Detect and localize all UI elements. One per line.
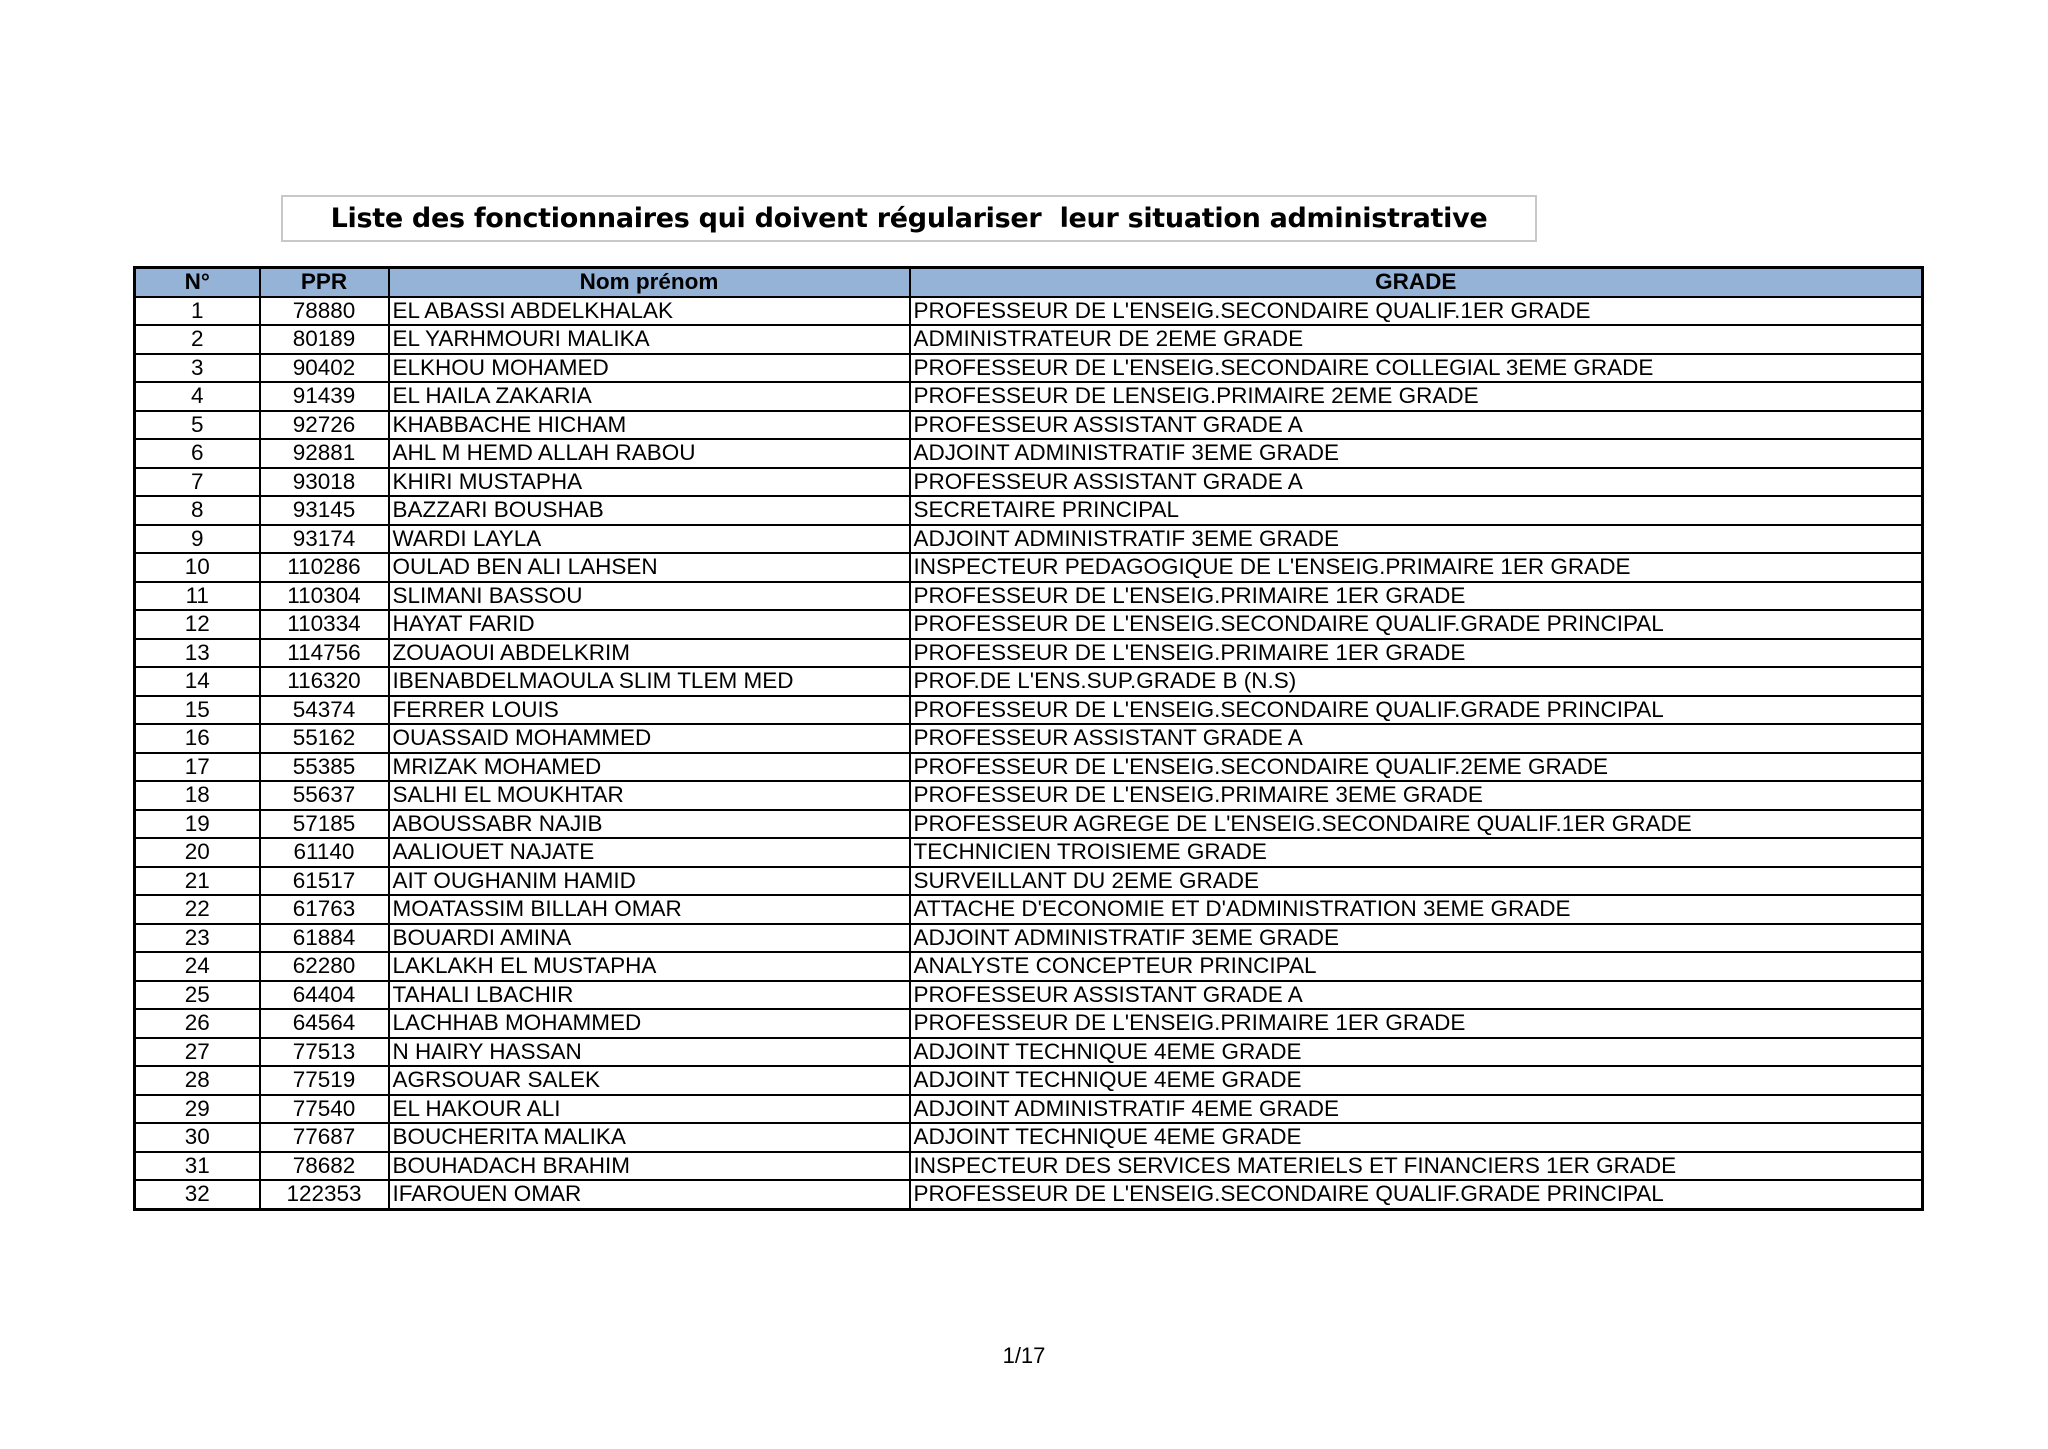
cell-full-name: IBENABDELMAOULA SLIM TLEM MED <box>389 667 910 696</box>
cell-grade: PROFESSEUR DE L'ENSEIG.SECONDAIRE QUALIF.GRADE PRINCIPAL <box>910 610 1923 639</box>
cell-full-name: ELKHOU MOHAMED <box>389 354 910 383</box>
cell-ppr: 55385 <box>260 753 389 782</box>
table-row <box>135 582 1923 611</box>
cell-row-number: 4 <box>135 382 260 411</box>
cell-grade: ATTACHE D'ECONOMIE ET D'ADMINISTRATION 3EME GRADE <box>910 895 1923 924</box>
cell-full-name: IFAROUEN OMAR <box>389 1180 910 1209</box>
document-title: Liste des fonctionnaires qui doivent régulariser leur situation administrative <box>330 203 1488 234</box>
cell-ppr: 114756 <box>260 639 389 668</box>
cell-ppr: 64404 <box>260 981 389 1010</box>
cell-full-name: FERRER LOUIS <box>389 696 910 725</box>
cell-row-number: 13 <box>135 639 260 668</box>
cell-full-name: LAKLAKH EL MUSTAPHA <box>389 952 910 981</box>
cell-ppr: 64564 <box>260 1009 389 1038</box>
table-row <box>135 867 1923 896</box>
cell-row-number: 22 <box>135 895 260 924</box>
cell-row-number: 17 <box>135 753 260 782</box>
cell-ppr: 78880 <box>260 297 389 326</box>
cell-ppr: 61763 <box>260 895 389 924</box>
cell-grade: PROFESSEUR ASSISTANT GRADE A <box>910 411 1923 440</box>
cell-row-number: 10 <box>135 553 260 582</box>
table-row <box>135 468 1923 497</box>
cell-ppr: 55162 <box>260 724 389 753</box>
cell-grade: PROFESSEUR DE L'ENSEIG.SECONDAIRE QUALIF.1ER GRADE <box>910 297 1923 326</box>
cell-ppr: 110334 <box>260 610 389 639</box>
cell-grade: PROFESSEUR ASSISTANT GRADE A <box>910 468 1923 497</box>
cell-grade: PROFESSEUR DE L'ENSEIG.SECONDAIRE QUALIF.GRADE PRINCIPAL <box>910 1180 1923 1209</box>
cell-grade: ANALYSTE CONCEPTEUR PRINCIPAL <box>910 952 1923 981</box>
cell-ppr: 77687 <box>260 1123 389 1152</box>
cell-full-name: AALIOUET NAJATE <box>389 838 910 867</box>
table-row <box>135 1152 1923 1181</box>
cell-grade: ADJOINT TECHNIQUE 4EME GRADE <box>910 1038 1923 1067</box>
cell-grade: PROFESSEUR DE L'ENSEIG.SECONDAIRE QUALIF.GRADE PRINCIPAL <box>910 696 1923 725</box>
cell-ppr: 93018 <box>260 468 389 497</box>
cell-grade: ADJOINT ADMINISTRATIF 3EME GRADE <box>910 439 1923 468</box>
column-header-grade: GRADE <box>910 268 1923 297</box>
cell-full-name: ZOUAOUI ABDELKRIM <box>389 639 910 668</box>
cell-ppr: 77519 <box>260 1066 389 1095</box>
cell-grade: PROFESSEUR ASSISTANT GRADE A <box>910 981 1923 1010</box>
cell-grade: ADJOINT ADMINISTRATIF 3EME GRADE <box>910 525 1923 554</box>
table-body <box>135 297 1923 1210</box>
table-row <box>135 439 1923 468</box>
cell-row-number: 27 <box>135 1038 260 1067</box>
cell-row-number: 31 <box>135 1152 260 1181</box>
cell-ppr: 92726 <box>260 411 389 440</box>
table-row <box>135 1009 1923 1038</box>
table-row <box>135 553 1923 582</box>
cell-grade: PROFESSEUR AGREGE DE L'ENSEIG.SECONDAIRE QUALIF.1ER GRADE <box>910 810 1923 839</box>
table-row <box>135 354 1923 383</box>
cell-row-number: 9 <box>135 525 260 554</box>
table-row <box>135 981 1923 1010</box>
cell-ppr: 61140 <box>260 838 389 867</box>
cell-full-name: SLIMANI BASSOU <box>389 582 910 611</box>
cell-full-name: SALHI EL MOUKHTAR <box>389 781 910 810</box>
cell-grade: PROFESSEUR DE L'ENSEIG.SECONDAIRE COLLEGIAL 3EME GRADE <box>910 354 1923 383</box>
cell-row-number: 3 <box>135 354 260 383</box>
cell-ppr: 93174 <box>260 525 389 554</box>
cell-full-name: TAHALI LBACHIR <box>389 981 910 1010</box>
cell-row-number: 18 <box>135 781 260 810</box>
cell-grade: TECHNICIEN TROISIEME GRADE <box>910 838 1923 867</box>
page-number: 1/17 <box>1002 1343 1046 1368</box>
table-row <box>135 952 1923 981</box>
cell-full-name: EL HAKOUR ALI <box>389 1095 910 1124</box>
cell-full-name: AIT OUGHANIM HAMID <box>389 867 910 896</box>
cell-ppr: 77513 <box>260 1038 389 1067</box>
cell-full-name: KHIRI MUSTAPHA <box>389 468 910 497</box>
column-header-number: N° <box>135 268 260 297</box>
cell-grade: PROFESSEUR DE L'ENSEIG.PRIMAIRE 1ER GRADE <box>910 1009 1923 1038</box>
cell-row-number: 7 <box>135 468 260 497</box>
table-row <box>135 667 1923 696</box>
cell-row-number: 16 <box>135 724 260 753</box>
cell-ppr: 55637 <box>260 781 389 810</box>
cell-ppr: 78682 <box>260 1152 389 1181</box>
cell-full-name: KHABBACHE HICHAM <box>389 411 910 440</box>
cell-ppr: 57185 <box>260 810 389 839</box>
table-row <box>135 325 1923 354</box>
table-row <box>135 895 1923 924</box>
cell-row-number: 8 <box>135 496 260 525</box>
table-row <box>135 1180 1923 1209</box>
cell-grade: PROFESSEUR DE L'ENSEIG.SECONDAIRE QUALIF.2EME GRADE <box>910 753 1923 782</box>
cell-full-name: AHL M HEMD ALLAH RABOU <box>389 439 910 468</box>
cell-grade: ADJOINT ADMINISTRATIF 4EME GRADE <box>910 1095 1923 1124</box>
cell-row-number: 32 <box>135 1180 260 1209</box>
cell-full-name: OULAD BEN ALI LAHSEN <box>389 553 910 582</box>
table-row <box>135 1038 1923 1067</box>
table-row <box>135 639 1923 668</box>
cell-full-name: EL YARHMOURI MALIKA <box>389 325 910 354</box>
cell-grade: INSPECTEUR DES SERVICES MATERIELS ET FINANCIERS 1ER GRADE <box>910 1152 1923 1181</box>
table-row <box>135 382 1923 411</box>
cell-row-number: 1 <box>135 297 260 326</box>
officials-table <box>133 266 1924 1211</box>
cell-ppr: 61517 <box>260 867 389 896</box>
cell-full-name: EL ABASSI ABDELKHALAK <box>389 297 910 326</box>
cell-ppr: 110286 <box>260 553 389 582</box>
cell-full-name: BOUARDI AMINA <box>389 924 910 953</box>
table-row <box>135 1066 1923 1095</box>
cell-grade: ADMINISTRATEUR DE 2EME GRADE <box>910 325 1923 354</box>
cell-ppr: 122353 <box>260 1180 389 1209</box>
cell-ppr: 110304 <box>260 582 389 611</box>
cell-row-number: 24 <box>135 952 260 981</box>
cell-full-name: AGRSOUAR SALEK <box>389 1066 910 1095</box>
cell-row-number: 12 <box>135 610 260 639</box>
cell-ppr: 92881 <box>260 439 389 468</box>
cell-ppr: 90402 <box>260 354 389 383</box>
cell-grade: PROF.DE L'ENS.SUP.GRADE B (N.S) <box>910 667 1923 696</box>
cell-row-number: 5 <box>135 411 260 440</box>
cell-grade: PROFESSEUR DE LENSEIG.PRIMAIRE 2EME GRADE <box>910 382 1923 411</box>
cell-row-number: 15 <box>135 696 260 725</box>
cell-grade: ADJOINT TECHNIQUE 4EME GRADE <box>910 1123 1923 1152</box>
cell-ppr: 116320 <box>260 667 389 696</box>
table-row <box>135 1095 1923 1124</box>
table-row <box>135 810 1923 839</box>
cell-row-number: 26 <box>135 1009 260 1038</box>
column-header-name: Nom prénom <box>389 268 910 297</box>
cell-row-number: 23 <box>135 924 260 953</box>
table-row <box>135 924 1923 953</box>
cell-ppr: 62280 <box>260 952 389 981</box>
cell-ppr: 61884 <box>260 924 389 953</box>
cell-ppr: 80189 <box>260 325 389 354</box>
cell-grade: PROFESSEUR DE L'ENSEIG.PRIMAIRE 3EME GRADE <box>910 781 1923 810</box>
table-row <box>135 411 1923 440</box>
table-row <box>135 496 1923 525</box>
cell-full-name: WARDI LAYLA <box>389 525 910 554</box>
table-row <box>135 781 1923 810</box>
table-row <box>135 696 1923 725</box>
table-row <box>135 838 1923 867</box>
cell-full-name: BAZZARI BOUSHAB <box>389 496 910 525</box>
cell-row-number: 28 <box>135 1066 260 1095</box>
cell-row-number: 19 <box>135 810 260 839</box>
title-box <box>281 195 1537 242</box>
cell-grade: INSPECTEUR PEDAGOGIQUE DE L'ENSEIG.PRIMAIRE 1ER GRADE <box>910 553 1923 582</box>
cell-grade: PROFESSEUR ASSISTANT GRADE A <box>910 724 1923 753</box>
table-row <box>135 610 1923 639</box>
cell-row-number: 30 <box>135 1123 260 1152</box>
cell-grade: PROFESSEUR DE L'ENSEIG.PRIMAIRE 1ER GRADE <box>910 582 1923 611</box>
cell-full-name: BOUCHERITA MALIKA <box>389 1123 910 1152</box>
cell-full-name: N HAIRY HASSAN <box>389 1038 910 1067</box>
cell-row-number: 2 <box>135 325 260 354</box>
table-header-row <box>135 268 1923 297</box>
table-row <box>135 525 1923 554</box>
cell-row-number: 20 <box>135 838 260 867</box>
cell-row-number: 21 <box>135 867 260 896</box>
cell-row-number: 11 <box>135 582 260 611</box>
cell-full-name: OUASSAID MOHAMMED <box>389 724 910 753</box>
cell-full-name: EL HAILA ZAKARIA <box>389 382 910 411</box>
cell-grade: PROFESSEUR DE L'ENSEIG.PRIMAIRE 1ER GRADE <box>910 639 1923 668</box>
cell-row-number: 14 <box>135 667 260 696</box>
cell-full-name: MOATASSIM BILLAH OMAR <box>389 895 910 924</box>
cell-full-name: LACHHAB MOHAMMED <box>389 1009 910 1038</box>
cell-full-name: ABOUSSABR NAJIB <box>389 810 910 839</box>
table-row <box>135 1123 1923 1152</box>
cell-ppr: 54374 <box>260 696 389 725</box>
cell-full-name: BOUHADACH BRAHIM <box>389 1152 910 1181</box>
cell-grade: SECRETAIRE PRINCIPAL <box>910 496 1923 525</box>
table-row <box>135 297 1923 326</box>
table-row <box>135 724 1923 753</box>
cell-full-name: MRIZAK MOHAMED <box>389 753 910 782</box>
cell-ppr: 93145 <box>260 496 389 525</box>
cell-row-number: 25 <box>135 981 260 1010</box>
cell-full-name: HAYAT FARID <box>389 610 910 639</box>
cell-ppr: 77540 <box>260 1095 389 1124</box>
column-header-ppr: PPR <box>260 268 389 297</box>
cell-row-number: 29 <box>135 1095 260 1124</box>
cell-ppr: 91439 <box>260 382 389 411</box>
cell-row-number: 6 <box>135 439 260 468</box>
cell-grade: ADJOINT TECHNIQUE 4EME GRADE <box>910 1066 1923 1095</box>
table-row <box>135 753 1923 782</box>
cell-grade: SURVEILLANT DU 2EME GRADE <box>910 867 1923 896</box>
cell-grade: ADJOINT ADMINISTRATIF 3EME GRADE <box>910 924 1923 953</box>
